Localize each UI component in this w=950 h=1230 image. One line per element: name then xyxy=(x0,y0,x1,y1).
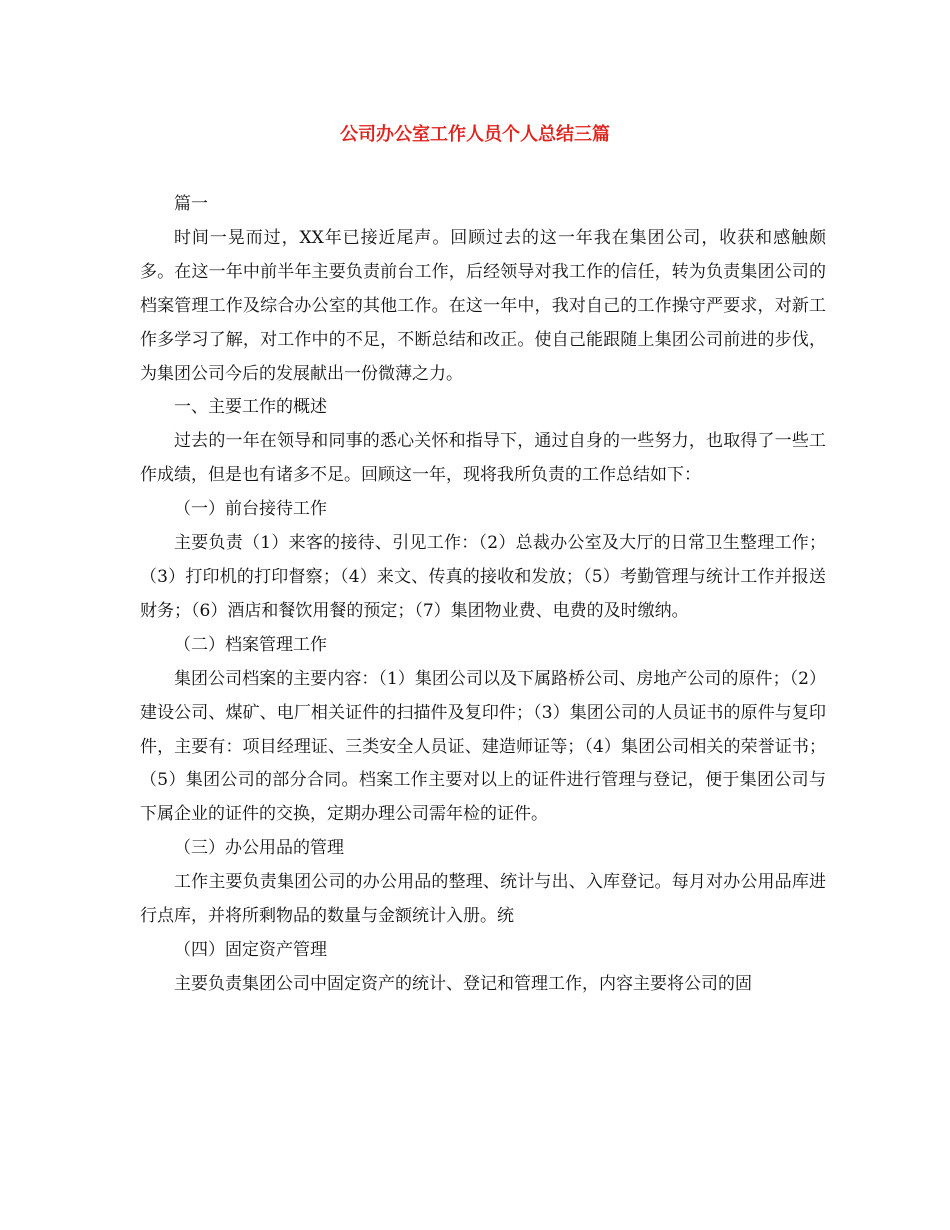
subheading-office-supplies: （三）办公用品的管理 xyxy=(174,838,344,859)
reception-paragraph: 主要负责（1）来客的接待、引见工作：（2）总裁办公室及大厅的日常卫生整理工作；（3）打印机的打印督察；（4）来文、传真的接收和发放；（5）考勤管理与统计工作并报送财务；（6）酒店和餐饮用餐的预定；（7）集团物业费、电费的及时缴纳。 xyxy=(140,533,826,621)
overview-paragraph: 过去的一年在领导和同事的悉心关怀和指导下，通过自身的一些努力，也取得了一些工作成绩，但是也有诸多不足。回顾这一年，现将我所负责的工作总结如下： xyxy=(140,431,826,486)
subheading-reception: （一）前台接待工作 xyxy=(174,499,327,520)
fixed-assets-paragraph: 主要负责集团公司中固定资产的统计、登记和管理工作，内容主要将公司的固 xyxy=(174,973,752,994)
subheading-fixed-assets: （四）固定资产管理 xyxy=(174,939,327,960)
section-heading-part-one: 篇一 xyxy=(174,194,208,214)
document-body xyxy=(140,188,826,1002)
section-heading-work-overview: 一、主要工作的概述 xyxy=(174,397,327,418)
document-title: 公司办公室工作人员个人总结三篇 xyxy=(340,124,610,145)
archives-paragraph: 集团公司档案的主要内容：（1）集团公司以及下属路桥公司、房地产公司的原件；（2）建设公司、煤矿、电厂相关证件的扫描件及复印件；（3）集团公司的人员证书的原件与复印件，主要有：项目经理证、三类安全人员证、建造师证等；（4）集团公司相关的荣誉证书；（5）集团公司的部分合同。档案工作主要对以上的证件进行管理与登记，便于集团公司与下属企业的证件的交换，定期办理公司需年检的证件。 xyxy=(140,668,826,825)
intro-paragraph: 时间一晃而过，XX年已接近尾声。回顾过去的这一年我在集团公司，收获和感触颇多。在这一年中前半年主要负责前台工作，后经领导对我工作的信任，转为负责集团公司的档案管理工作及综合办公室的其他工作。在这一年中，我对自己的工作操守严要求，对新工作多学习了解，对工作中的不足，不断总结和改正。使自己能跟随上集团公司前进的步伐，为集团公司今后的发展献出一份微薄之力。 xyxy=(140,227,826,384)
office-supplies-paragraph: 工作主要负责集团公司的办公用品的整理、统计与出、入库登记。每月对办公用品库进行点库，并将所剩物品的数量与金额统计入册。统 xyxy=(140,872,826,927)
subheading-archives: （二）档案管理工作 xyxy=(174,634,327,655)
